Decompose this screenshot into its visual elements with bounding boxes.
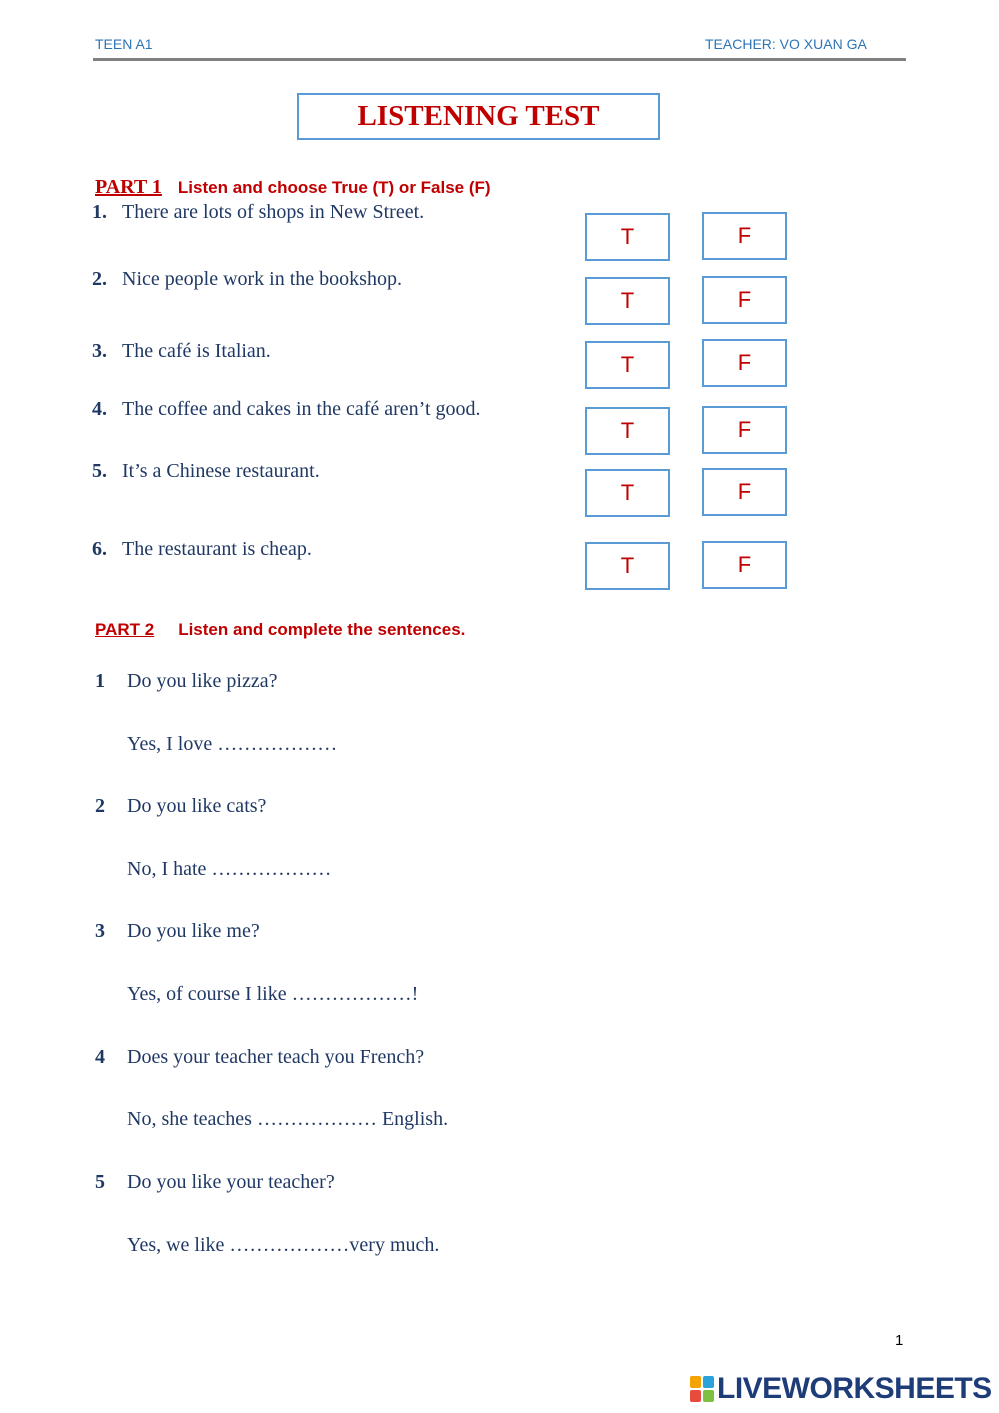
title-box: [297, 93, 660, 140]
true-option-5[interactable]: T: [585, 469, 670, 517]
tf-question-1: [92, 201, 424, 224]
false-option-4[interactable]: F: [702, 406, 787, 454]
page-title: LISTENING TEST: [357, 100, 600, 132]
question-number: 6.: [92, 538, 107, 560]
question-number: 1.: [92, 201, 107, 223]
tf-question-6: [92, 538, 312, 561]
completion-answer-5[interactable]: Yes, we like ………………very much.: [127, 1234, 440, 1256]
question-text: The restaurant is cheap.: [122, 538, 312, 560]
question-text: It’s a Chinese restaurant.: [122, 460, 320, 482]
completion-question-1: [95, 670, 278, 693]
question-number: 1: [95, 670, 105, 692]
true-option-2[interactable]: T: [585, 277, 670, 325]
completion-question-5: [95, 1171, 335, 1194]
question-number: 4: [95, 1046, 105, 1068]
question-text: Do you like cats?: [127, 795, 267, 817]
true-option-3[interactable]: T: [585, 341, 670, 389]
part2-instruction: Listen and complete the sentences.: [178, 620, 466, 639]
header-teacher: TEACHER: VO XUAN GA: [705, 36, 867, 52]
false-option-3[interactable]: F: [702, 339, 787, 387]
question-number: 5.: [92, 460, 107, 482]
brand-name: LIVEWORKSHEETS: [717, 1372, 992, 1405]
part2-heading: [95, 620, 465, 640]
question-number: 4.: [92, 398, 107, 420]
question-number: 3: [95, 920, 105, 942]
completion-question-3: [95, 920, 260, 943]
part1-instruction: Listen and choose True (T) or False (F): [177, 178, 491, 197]
completion-question-2: [95, 795, 266, 818]
logo-tile: [690, 1390, 701, 1402]
completion-answer-4[interactable]: No, she teaches ……………… English.: [127, 1108, 449, 1130]
part1-heading: [95, 176, 491, 199]
question-text: There are lots of shops in New Street.: [122, 201, 425, 223]
completion-answer-2[interactable]: No, I hate ………………: [127, 858, 332, 880]
liveworksheets-logo-icon: [690, 1376, 714, 1402]
part2-label: PART 2: [95, 620, 155, 639]
false-option-5[interactable]: F: [702, 468, 787, 516]
question-text: Do you like pizza?: [127, 670, 278, 692]
page-number: 1: [895, 1332, 904, 1349]
false-option-2[interactable]: F: [702, 276, 787, 324]
completion-question-4: [95, 1046, 424, 1069]
question-text: Nice people work in the bookshop.: [122, 268, 402, 290]
true-option-6[interactable]: T: [585, 542, 670, 590]
true-option-1[interactable]: T: [585, 213, 670, 261]
question-text: Does your teacher teach you French?: [127, 1046, 425, 1068]
header-divider: [93, 58, 906, 61]
true-option-4[interactable]: T: [585, 407, 670, 455]
tf-question-3: [92, 340, 271, 363]
logo-tile: [703, 1390, 714, 1402]
question-text: The coffee and cakes in the café aren’t good.: [122, 398, 481, 420]
completion-answer-3[interactable]: Yes, of course I like ………………!: [127, 983, 419, 1005]
question-number: 5: [95, 1171, 105, 1193]
part1-label: PART 1: [95, 176, 162, 198]
question-text: The café is Italian.: [122, 340, 271, 362]
question-number: 2: [95, 795, 105, 817]
question-number: 3.: [92, 340, 107, 362]
tf-question-4: [92, 398, 481, 421]
question-text: Do you like your teacher?: [127, 1171, 335, 1193]
false-option-1[interactable]: F: [702, 212, 787, 260]
logo-tile: [703, 1376, 714, 1388]
logo-tile: [690, 1376, 701, 1388]
question-number: 2.: [92, 268, 107, 290]
header-course: TEEN A1: [95, 36, 153, 52]
brand-footer: [690, 1372, 992, 1406]
tf-question-2: [92, 268, 402, 291]
false-option-6[interactable]: F: [702, 541, 787, 589]
tf-question-5: [92, 460, 320, 483]
question-text: Do you like me?: [127, 920, 260, 942]
completion-answer-1[interactable]: Yes, I love ………………: [127, 733, 338, 755]
